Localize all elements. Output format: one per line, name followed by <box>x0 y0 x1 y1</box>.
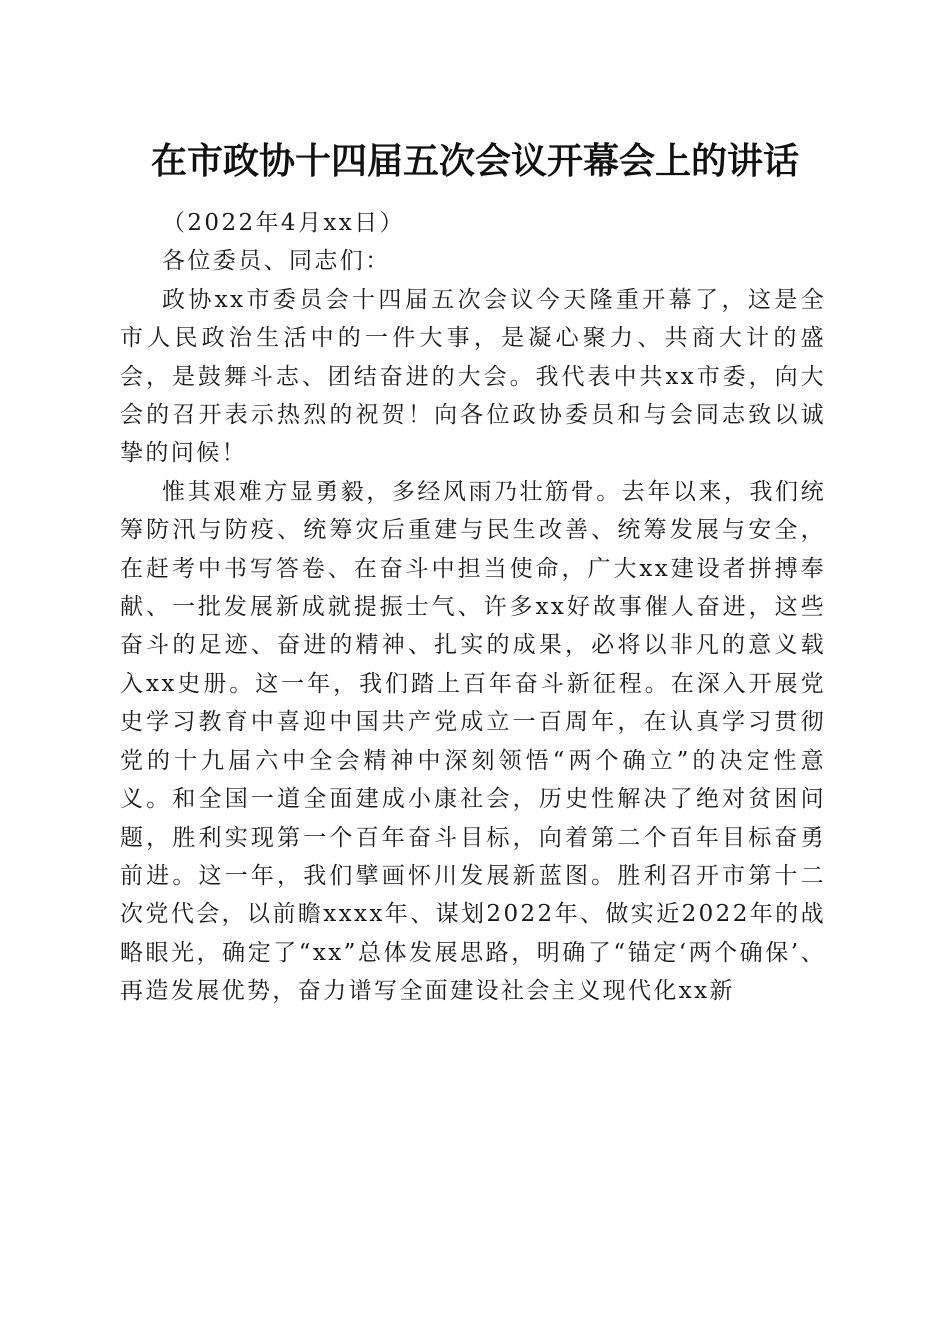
salutation: 各位委员、同志们： <box>162 248 391 275</box>
paragraph: 惟其艰难方显勇毅，多经风雨乃壮筋骨。去年以来，我们统筹防汛与防疫、统筹灾后重建与民生改善、统筹发展与安全，在赶考中书写答卷、在奋斗中担当使命，广大xx建设者拼搏奉献、一批发展新成就提振士气、许多xx好故事催人奋进，这些奋斗的足迹、奋进的精神、扎实的成果，必将以非凡的意义载入xx史册。这一年，我们踏上百年奋斗新征程。在深入开展党史学习教育中喜迎中国共产党成立一百周年，在认真学习贯彻党的十九届六中全会精神中深刻领悟“两个确立”的决定性意义。和全国一道全面建成小康社会，历史性解决了绝对贫困问题，胜利实现第一个百年奋斗目标，向着第二个百年目标奋勇前进。这一年，我们擘画怀川发展新蓝图。胜利召开市第十二次党代会，以前瞻xxxx年、谋划2022年、做实近2022年的战略眼光，确定了“xx”总体发展思路，明确了“锚定‘两个确保’、再造发展优势，奋力谱写全面建设社会主义现代化xx新 <box>120 478 826 1005</box>
paragraph: 政协xx市委员会十四届五次会议今天隆重开幕了，这是全市人民政治生活中的一件大事，是凝心聚力、共商大计的盛会，是鼓舞斗志、团结奋进的大会。我代表中共xx市委，向大会的召开表示热烈的祝贺！向各位政协委员和与会同志致以诚挚的问候！ <box>120 286 826 467</box>
document-title: 在市政协十四届五次会议开幕会上的讲话 <box>150 140 799 182</box>
date-line: （2022年4月xx日） <box>162 210 405 236</box>
document-body <box>120 204 826 1011</box>
